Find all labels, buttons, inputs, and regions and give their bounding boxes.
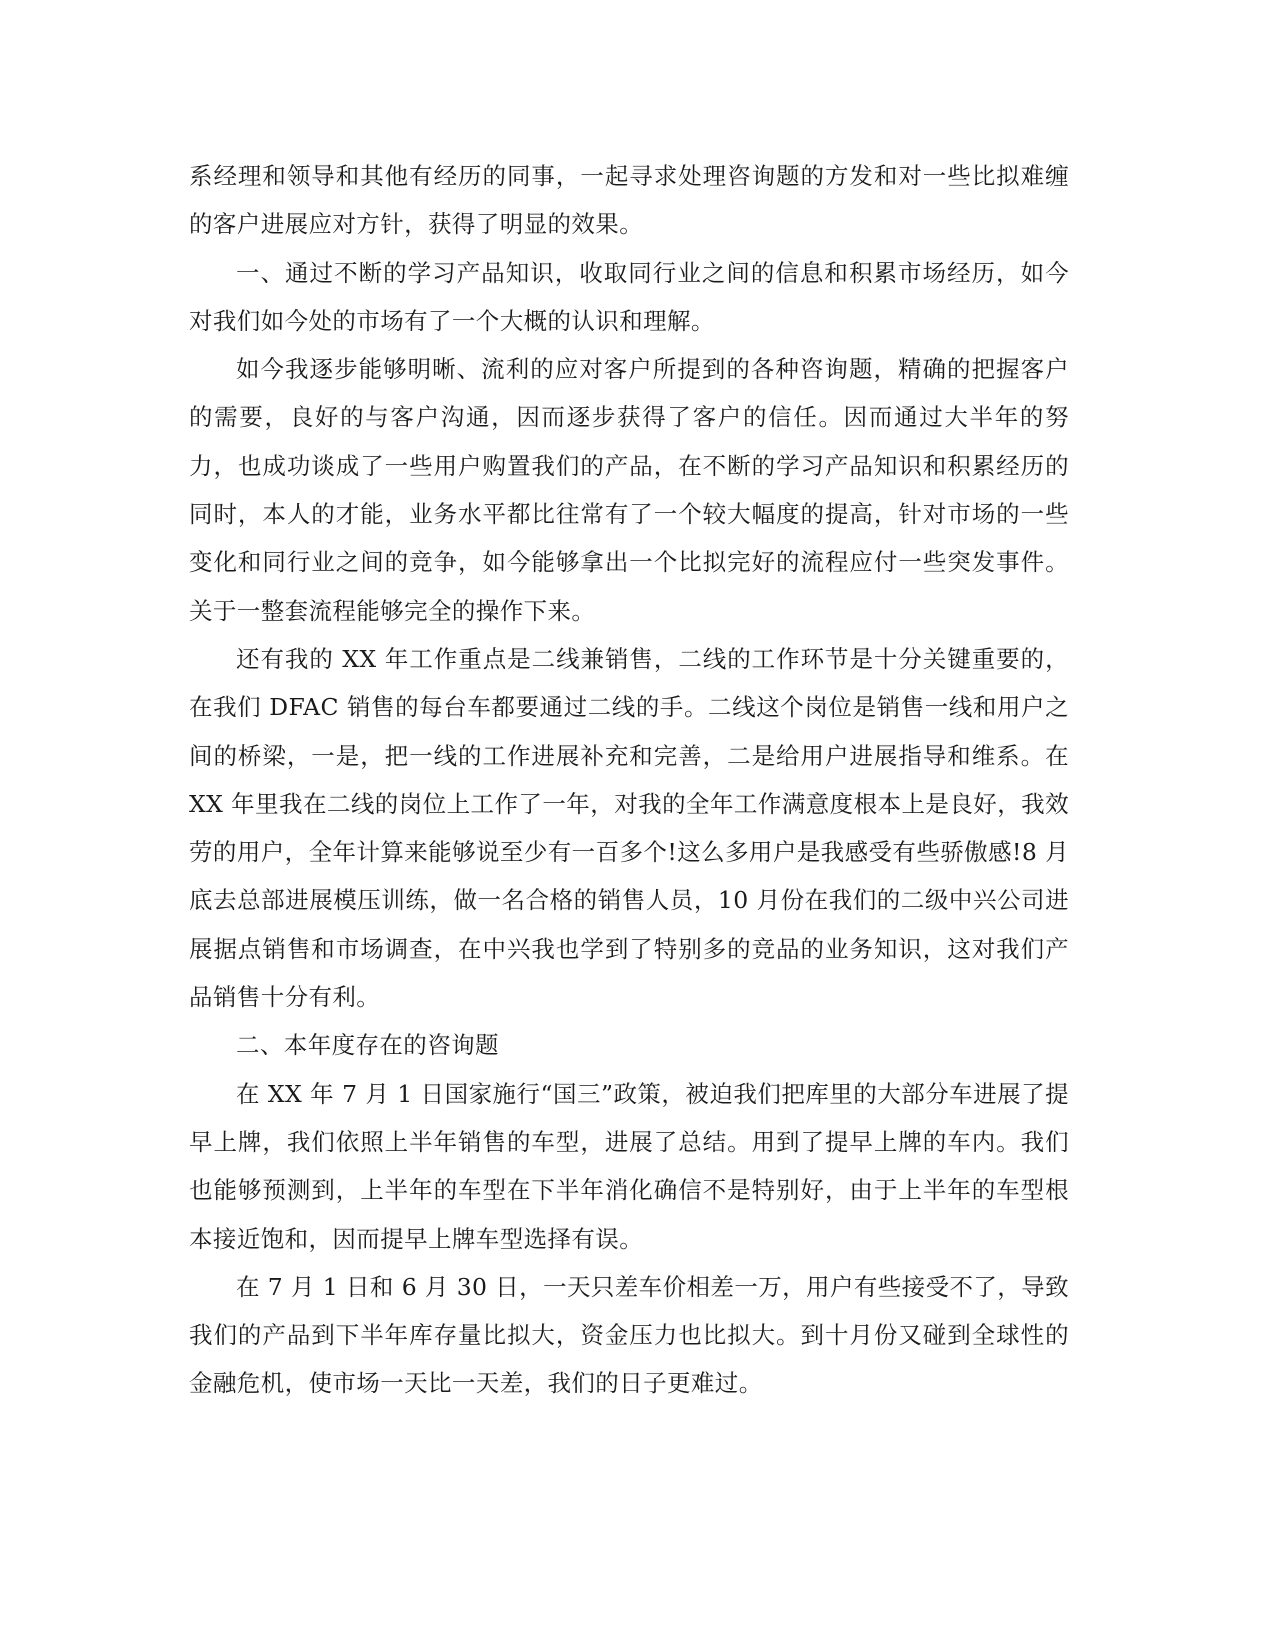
- paragraph-customer-trust: 如今我逐步能够明晰、流利的应对客户所提到的各种咨询题，精确的把握客户的需要，良好的与客户沟通，因而逐步获得了客户的信任。因而通过大半年的努力，也成功谈成了一些用户购置我们的产品，在不断的学习产品知识和积累经历的同时，本人的才能，业务水平都比往常有了一个较大幅度的提高，针对市场的一些变化和同行业之间的竞争，如今能够拿出一个比拟完好的流程应付一些突发事件。关于一整套流程能够完全的操作下来。: [189, 355, 1069, 625]
- section-heading-problems: 二、本年度存在的咨询题: [236, 1031, 499, 1060]
- paragraph-second-line-work: 还有我的 XX 年工作重点是二线兼销售，二线的工作环节是十分关键重要的，在我们 DFAC 销售的每台车都要通过二线的手。二线这个岗位是销售一线和用户之间的桥梁，一是，把一线的工作进展补充和完善，二是给用户进展指导和维系。在 XX 年里我在二线的岗位上工作了一年，对我的全年工作满意度根本上是良好，我效劳的用户，全年计算来能够说至少有一百多个!这么多用户是我感受有些骄傲感!8 月底去总部进展模压训练，做一名合格的销售人员，10 月份在我们的二级中兴公司进展据点销售和市场调查，在中兴我也学到了特别多的竞品的业务知识，这对我们产品销售十分有利。: [189, 644, 1069, 1012]
- paragraph-continuation: 系经理和领导和其他有经历的同事，一起寻求处理咨询题的方发和对一些比拟难缠的客户进展应对方针，获得了明显的效果。: [189, 162, 1069, 239]
- document-body: [189, 152, 1069, 1408]
- paragraph-national-three-policy: 在 XX 年 7 月 1 日国家施行“国三”政策，被迫我们把库里的大部分车进展了提早上牌，我们依照上半年销售的车型，进展了总结。用到了提早上牌的车内。我们也能够预测到，上半年的车型在下半年消化确信不是特别好，由于上半年的车型根本接近饱和，因而提早上牌车型选择有误。: [189, 1079, 1069, 1253]
- paragraph-section-one: 一、通过不断的学习产品知识，收取同行业之间的信息和积累市场经历，如今对我们如今处的市场有了一个大概的认识和理解。: [189, 258, 1069, 335]
- paragraph-financial-crisis: 在 7 月 1 日和 6 月 30 日，一天只差车价相差一万，用户有些接受不了，导致我们的产品到下半年库存量比拟大，资金压力也比拟大。到十月份又碰到全球性的金融危机，使市场一天比一天差，我们的日子更难过。: [189, 1272, 1069, 1398]
